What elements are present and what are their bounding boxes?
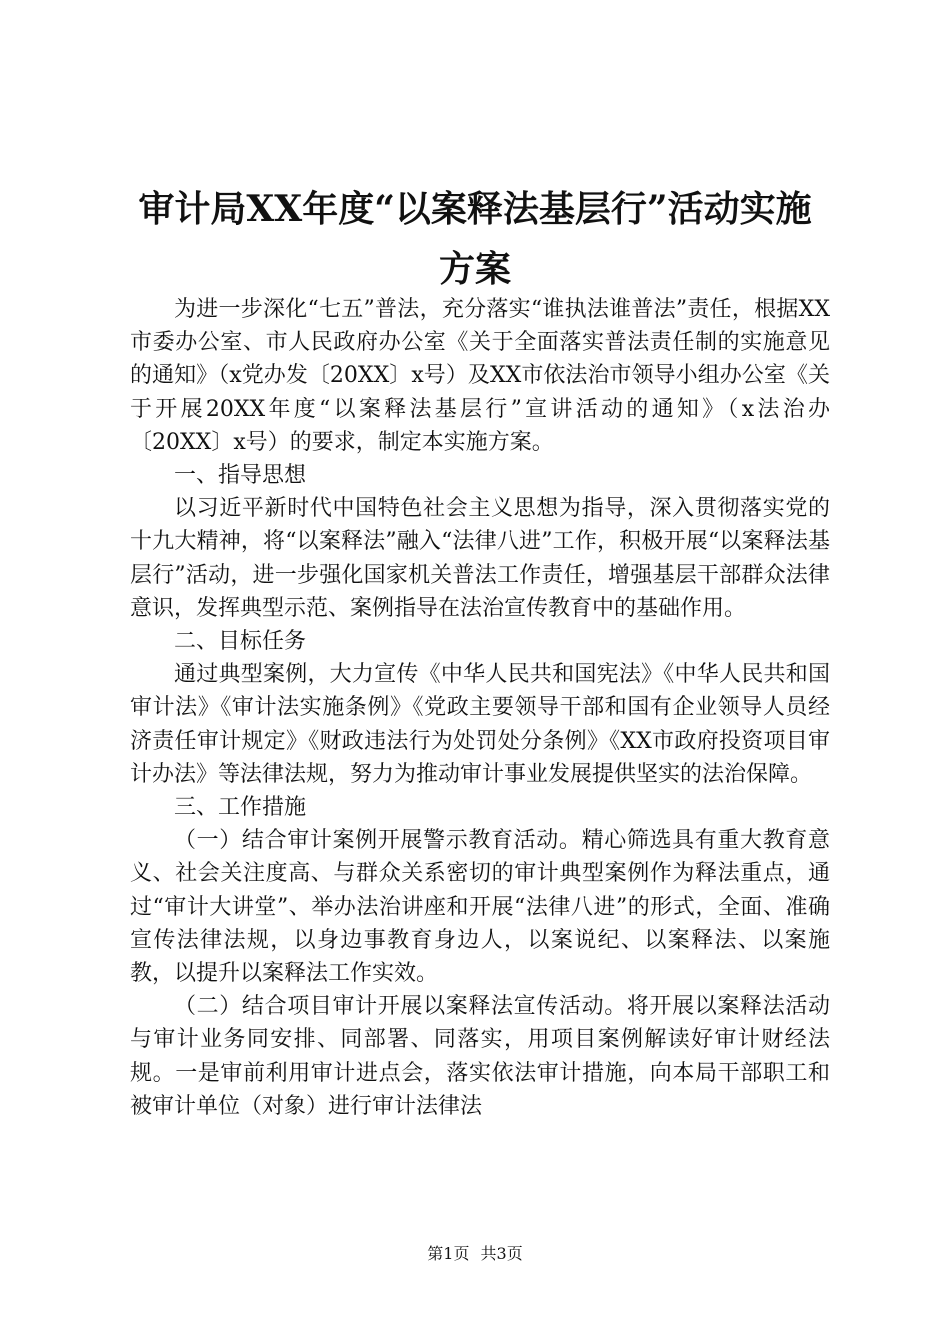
document-title-line2: 方案 — [438, 248, 511, 290]
measure-item-2: （二）结合项目审计开展以案释法宣传活动。将开展以案释法活动与审计业务同安排、同部署、同落实，用项目案例解读好审计财经法规。一是审前利用审计进点会，落实依法审计措施，向本局干部职工和被审计单位（对象）进行审计法律法 — [130, 994, 830, 1119]
section-heading-objectives: 二、目标任务 — [174, 629, 307, 655]
intro-paragraph: 为进一步深化“七五”普法，充分落实“谁执法谁普法”责任，根据XX市委办公室、市人民政府办公室《关于全面落实普法责任制的实施意见的通知》（x党办发〔20XX〕x号）及XX市依法治市领导小组办公室《关于开展20XX年度“以案释法基层行”宣讲活动的通知》（x法治办〔20XX〕x号）的要求，制定本实施方案。 — [130, 297, 830, 455]
document-title-line1: 审计局XX年度“以案释法基层行”活动实施 — [138, 188, 812, 230]
section-paragraph-guiding-ideology: 以习近平新时代中国特色社会主义思想为指导，深入贯彻落实党的十九大精神，将“以案释法”融入“法律八进”工作，积极开展“以案释法基层行”活动，进一步强化国家机关普法工作责任，增强基层干部群众法律意识，发挥典型示范、案例指导在法治宣传教育中的基础作用。 — [130, 496, 830, 621]
page-total: 共3页 — [480, 1244, 523, 1263]
section-paragraph-objectives: 通过典型案例，大力宣传《中华人民共和国宪法》《中华人民共和国审计法》《审计法实施条例》《党政主要领导干部和国有企业领导人员经济责任审计规定》《财政违法行为处罚处分条例》《XX市政府投资项目审计办法》等法律法规，努力为推动审计事业发展提供坚实的法治保障。 — [130, 662, 830, 787]
page-footer — [0, 1244, 950, 1264]
section-heading-measures: 三、工作措施 — [174, 795, 307, 821]
section-heading-guiding-ideology: 一、指导思想 — [174, 463, 307, 489]
page-number: 第1页 — [427, 1244, 470, 1263]
document-body — [130, 293, 830, 1123]
measure-item-1: （一）结合审计案例开展警示教育活动。精心筛选具有重大教育意义、社会关注度高、与群众关系密切的审计典型案例作为释法重点，通过“审计大讲堂”、举办法治讲座和开展“法律八进”的形式，全面、准确宣传法律法规，以身边事教育身边人，以案说纪、以案释法、以案施教，以提升以案释法工作实效。 — [130, 828, 830, 987]
